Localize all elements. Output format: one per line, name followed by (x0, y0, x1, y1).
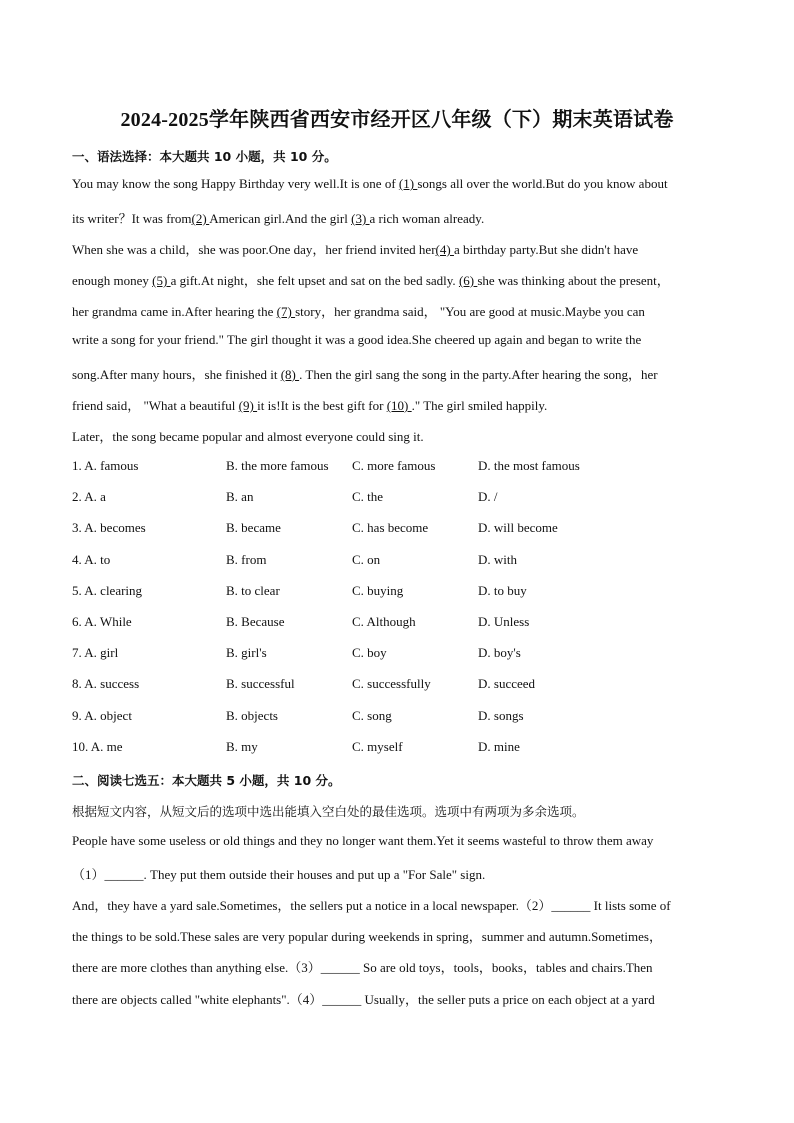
option-b[interactable]: B. Because (226, 614, 285, 629)
option-d[interactable]: D. with (478, 552, 517, 567)
option-b[interactable]: B. girl's (226, 645, 267, 660)
option-c[interactable]: C. boy (352, 645, 387, 660)
option-a[interactable]: 7. A. girl (72, 645, 119, 660)
option-a[interactable]: 6. A. While (72, 614, 132, 629)
option-c[interactable]: C. the (352, 489, 384, 504)
blank-marker: (7) (276, 304, 296, 319)
blank-marker: (5) (152, 273, 171, 288)
option-c[interactable]: C. song (352, 708, 392, 723)
reading-line: People have some useless or old things and they no longer want them.Yet it seems wasteful to throw them away (72, 833, 654, 848)
passage-text: Later，the song became popular and almost everyone could sing it. (72, 429, 424, 444)
passage-text: it is!It is the best gift for (257, 398, 387, 413)
option-a[interactable]: 10. A. me (72, 739, 123, 754)
option-c[interactable]: C. myself (352, 739, 403, 754)
option-a[interactable]: 5. A. clearing (72, 583, 143, 598)
passage-line (72, 301, 732, 320)
blank-marker: (1) (398, 176, 418, 191)
reading-line: （1）______. They put them outside their houses and put up a "For Sale" sign. (72, 867, 486, 882)
section2-heading: 二、阅读七选五：本大题共 5 小题，共 10 分。 (72, 773, 341, 788)
option-c[interactable]: C. has become (352, 520, 429, 535)
passage-text: write a song for your friend." The girl thought it was a good idea.She cheered up again and began to write the (72, 332, 642, 347)
section1-heading: 一、语法选择：本大题共 10 小题，共 10 分。 (72, 149, 337, 164)
option-a[interactable]: 8. A. success (72, 676, 140, 691)
option-c[interactable]: C. successfully (352, 676, 431, 691)
page-title: 2024-2025学年陕西省西安市经开区八年级（下）期末英语试卷 (120, 109, 674, 131)
passage-line (72, 239, 732, 258)
passage-line (72, 364, 732, 383)
option-c[interactable]: C. on (352, 552, 381, 567)
option-d[interactable]: D. succeed (478, 676, 536, 691)
passage-text: enough money (72, 273, 153, 288)
passage-line (72, 395, 732, 414)
reading-line: the things to be sold.These sales are very popular during weekends in spring，summer and autumn.Sometimes， (72, 929, 662, 944)
option-c[interactable]: C. buying (352, 583, 404, 598)
option-b[interactable]: B. successful (226, 676, 295, 691)
option-d[interactable]: D. boy's (478, 645, 521, 660)
option-a[interactable]: 4. A. to (72, 552, 111, 567)
option-b[interactable]: B. the more famous (226, 458, 329, 473)
blank-marker: (2) (191, 211, 210, 226)
passage-line (72, 176, 732, 192)
passage-line (72, 426, 732, 445)
passage-text: a rich woman already. (369, 211, 485, 226)
passage-text: American girl.And the girl (209, 211, 352, 226)
blank-marker: (3) (351, 211, 370, 226)
passage-text: friend said， "What a beautiful (72, 398, 239, 413)
option-c[interactable]: C. Although (352, 614, 416, 629)
passage-text: songs all over the world.But do you know about (417, 176, 668, 191)
option-b[interactable]: B. to clear (226, 583, 280, 598)
passage-text: song.After many hours，she finished it (72, 367, 281, 382)
option-a[interactable]: 9. A. object (72, 708, 132, 723)
reading-line: And，they have a yard sale.Sometimes，the sellers put a notice in a local newspaper.（2）______ It lists some of (72, 898, 671, 913)
section2-instruction: 根据短文内容，从短文后的选项中选出能填入空白处的最佳选项。选项中有两项为多余选项。 (72, 804, 585, 819)
option-b[interactable]: B. my (226, 739, 258, 754)
passage-text: its writer？It was from (72, 211, 192, 226)
passage-text: You may know the song Happy Birthday very well.It is one of (72, 176, 399, 191)
passage-text: ." The girl smiled happily. (411, 398, 548, 413)
passage-line (72, 270, 732, 289)
option-d[interactable]: D. / (478, 489, 498, 504)
blank-marker: (10) (386, 398, 412, 413)
option-a[interactable]: 3. A. becomes (72, 520, 146, 535)
option-b[interactable]: B. an (226, 489, 254, 504)
passage-text: a gift.At night，she felt upset and sat on the bed sadly. (170, 273, 459, 288)
passage-text: a birthday party.But she didn't have (453, 242, 639, 257)
blank-marker: (4) (435, 242, 454, 257)
option-b[interactable]: B. from (226, 552, 267, 567)
option-d[interactable]: D. the most famous (478, 458, 580, 473)
passage-line (72, 208, 732, 227)
passage-text: her grandma came in.After hearing the (72, 304, 277, 319)
blank-marker: (8) (280, 367, 300, 382)
option-d[interactable]: D. mine (478, 739, 520, 754)
blank-marker: (6) (458, 273, 478, 288)
reading-line: there are more clothes than anything else.（3）______ So are old toys，tools，books，tables and chairs.Then (72, 960, 653, 975)
passage-text: . Then the girl sang the song in the party.After hearing the song，her (299, 367, 658, 382)
option-d[interactable]: D. Unless (478, 614, 530, 629)
reading-line: there are objects called "white elephants".（4）______ Usually，the seller puts a price on each object at a yard (72, 992, 655, 1007)
option-d[interactable]: D. will become (478, 520, 558, 535)
option-d[interactable]: D. songs (478, 708, 524, 723)
option-d[interactable]: D. to buy (478, 583, 527, 598)
option-b[interactable]: B. became (226, 520, 281, 535)
blank-marker: (9) (238, 398, 258, 413)
option-b[interactable]: B. objects (226, 708, 278, 723)
option-c[interactable]: C. more famous (352, 458, 436, 473)
passage-line (72, 332, 732, 348)
option-a[interactable]: 1. A. famous (72, 458, 139, 473)
passage-text: she was thinking about the present， (477, 273, 670, 288)
passage-text: story，her grandma said， "You are good at music.Maybe you can (295, 304, 645, 319)
passage-text: When she was a child，she was poor.One day，her friend invited her (72, 242, 436, 257)
option-a[interactable]: 2. A. a (72, 489, 106, 504)
